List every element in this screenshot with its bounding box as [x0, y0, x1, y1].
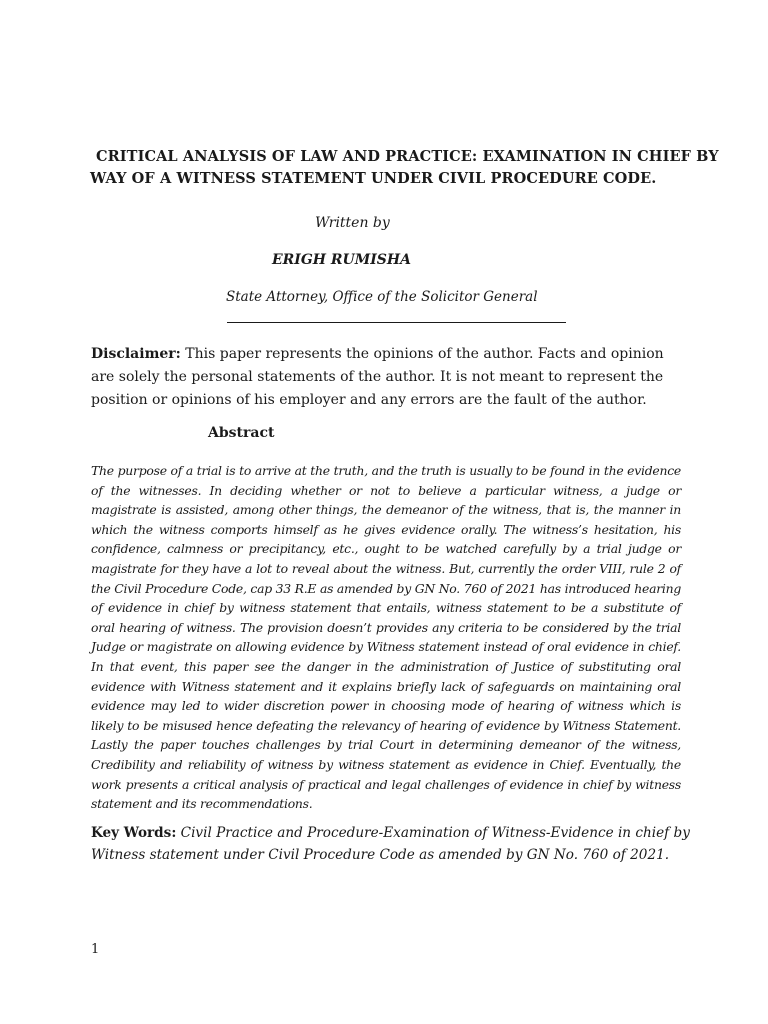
disclaimer-label: Disclaimer:	[91, 346, 181, 362]
page-number: 1	[91, 942, 100, 957]
horizontal-divider	[227, 322, 566, 323]
disclaimer-text: This paper represents the opinions of the author. Facts and opinion are solely the personal statements of the author. It is not meant to represent the position or opinions of his employer and any errors are the fault of the author.	[91, 346, 664, 408]
keywords-text: Civil Practice and Procedure-Examination of Witness-Evidence in chief by Witness statement under Civil Procedure Code as amended by GN No. 760 of 2021.	[91, 825, 690, 863]
title-line-1: CRITICAL ANALYSIS OF LAW AND PRACTICE: EXAMINATION IN CHIEF BY	[96, 148, 719, 165]
title-line-2: WAY OF A WITNESS STATEMENT UNDER CIVIL PROCEDURE CODE.	[90, 170, 657, 187]
keywords-label: Key Words:	[91, 825, 177, 841]
abstract-heading: Abstract	[208, 425, 275, 441]
author-affiliation: State Attorney, Office of the Solicitor General	[226, 289, 538, 305]
paper-title	[90, 146, 719, 190]
disclaimer-paragraph	[91, 343, 691, 412]
author-name: ERIGH RUMISHA	[272, 252, 412, 268]
keywords-paragraph	[91, 822, 691, 866]
abstract-body: The purpose of a trial is to arrive at the truth, and the truth is usually to be found in the evidence of the witnesses. In deciding whether or not to believe a particular witness, a judge or magistrate is assisted, among other things, the demeanor of the witness, that is, the manner in which the witness comports himself as he gives evidence orally. The witness’s hesitation, his confidence, calmness or precipitancy, etc., ought to be watched carefully by a trial judge or magistrate for they have a lot to reveal about the witness. But, currently the order VIII, rule 2 of the Civil Procedure Code, cap 33 R.E as amended by GN No. 760 of 2021 has introduced hearing of evidence in chief by witness statement that entails, witness statement to be a substitute of oral hearing of witness. The provision doesn’t provides any criteria to be considered by the trial Judge or magistrate on allowing evidence by Witness statement instead of oral evidence in chief. In that event, this paper see the danger in the administration of Justice of substituting oral evidence with Witness statement and it explains briefly lack of safeguards on maintaining oral evidence may led to wider discretion power in choosing mode of hearing of witness which is likely to be misused hence defeating the relevancy of hearing of evidence by Witness Statement. Lastly the paper touches challenges by trial Court in determining demeanor of the witness, Credibility and reliability of witness by witness statement as evidence in Chief. Eventually, the work presents a critical analysis of practical and legal challenges of evidence in chief by witness statement and its recommendations.	[91, 463, 681, 812]
written-by-label: Written by	[315, 215, 390, 231]
